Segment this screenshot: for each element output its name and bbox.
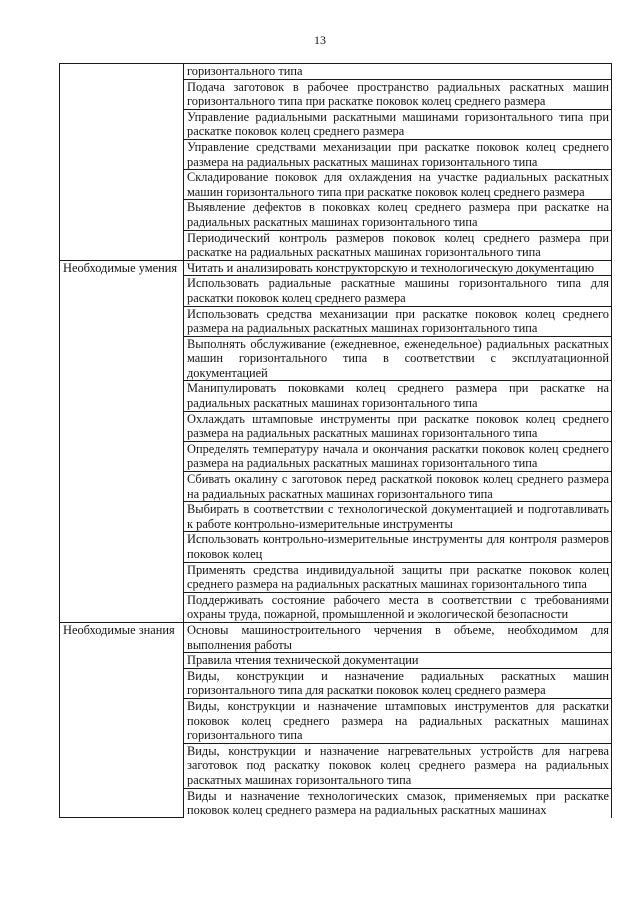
- table-cell-item: Поддерживать состояние рабочего места в соответствии с требованиями охраны труда, пожарной, промышленной и экологической безопасности: [184, 592, 612, 622]
- table-cell-item: Определять температуру начала и окончания раскатки поковок колец среднего размера на радиальных раскатных машинах горизонтального типа: [184, 441, 612, 471]
- table-row: [60, 622, 612, 652]
- table-cell-item: Сбивать окалину с заготовок перед раскаткой поковок колец среднего размера на радиальных раскатных машинах горизонтального типа: [184, 472, 612, 502]
- table-cell-item: Использовать средства механизации при раскатке поковок колец среднего размера на радиальных раскатных машинах горизонтального типа: [184, 306, 612, 336]
- section-label-knowledge: Необходимые знания: [60, 622, 184, 817]
- table-cell-item: Использовать контрольно-измерительные инструменты для контроля размеров поковок колец: [184, 532, 612, 562]
- table-cell-item: Выполнять обслуживание (ежедневное, еженедельное) радиальных раскатных машин горизонтального типа в соответствии с эксплуатационной документацией: [184, 336, 612, 381]
- section-label-skills: Необходимые умения: [60, 260, 184, 622]
- table-cell-item: Основы машиностроительного черчения в объеме, необходимом для выполнения работы: [184, 622, 612, 652]
- table-cell-item: Виды, конструкции и назначение радиальных раскатных машин горизонтального типа для раскатки поковок колец среднего размера: [184, 668, 612, 698]
- table-cell-item: Складирование поковок для охлаждения на участке радиальных раскатных машин горизонтального типа при раскатке поковок колец среднего размера: [184, 170, 612, 200]
- table-cell-item: Периодический контроль размеров поковок колец среднего размера при раскатке на радиальных раскатных машинах горизонтального типа: [184, 230, 612, 260]
- page-number: 13: [314, 33, 326, 47]
- table-cell-item: Виды, конструкции и назначение нагревательных устройств для нагрева заготовок под раскатку поковок колец среднего размера на радиальных раскатных машинах горизонтального типа: [184, 743, 612, 788]
- empty-label-cell: [60, 64, 184, 261]
- table-cell-item: Охлаждать штамповые инструменты при раскатке поковок колец среднего размера на радиальных раскатных машинах горизонтального типа: [184, 411, 612, 441]
- table-cell-item: Виды и назначение технологических смазок, применяемых при раскатке поковок колец среднего размера на радиальных раскатных машинах: [184, 788, 612, 818]
- table-cell-item: Выбирать в соответствии с технологической документацией и подготавливать к работе контрольно-измерительные инструменты: [184, 502, 612, 532]
- table-cell-item: Управление радиальными раскатными машинами горизонтального типа при раскатке поковок колец среднего размера: [184, 109, 612, 139]
- table-row: [60, 64, 612, 80]
- table-cell-item: Управление средствами механизации при раскатке поковок колец среднего размера на радиальных раскатных машинах горизонтального типа: [184, 139, 612, 169]
- table-cell-item: Применять средства индивидуальной защиты при раскатке поковок колец среднего размера на радиальных раскатных машинах горизонтального типа: [184, 562, 612, 592]
- table-cell-item: Манипулировать поковками колец среднего размера при раскатке на радиальных раскатных машинах горизонтального типа: [184, 381, 612, 411]
- table-cell-item: Использовать радиальные раскатные машины горизонтального типа для раскатки поковок колец среднего размера: [184, 276, 612, 306]
- table-cell-item: Выявление дефектов в поковках колец среднего размера при раскатке на радиальных раскатных машинах горизонтального типа: [184, 200, 612, 230]
- table-cell-item: Читать и анализировать конструкторскую и технологическую документацию: [184, 260, 612, 276]
- table-cell-item: горизонтального типа: [184, 64, 612, 80]
- table-cell-item: Подача заготовок в рабочее пространство радиальных раскатных машин горизонтального типа при раскатке поковок колец среднего размера: [184, 79, 612, 109]
- standard-table: [59, 63, 612, 818]
- table-cell-item: Виды, конструкции и назначение штамповых инструментов для раскатки поковок колец среднего размера на радиальных раскатных машинах горизонтального типа: [184, 698, 612, 743]
- table-row: [60, 260, 612, 276]
- table-cell-item: Правила чтения технической документации: [184, 653, 612, 669]
